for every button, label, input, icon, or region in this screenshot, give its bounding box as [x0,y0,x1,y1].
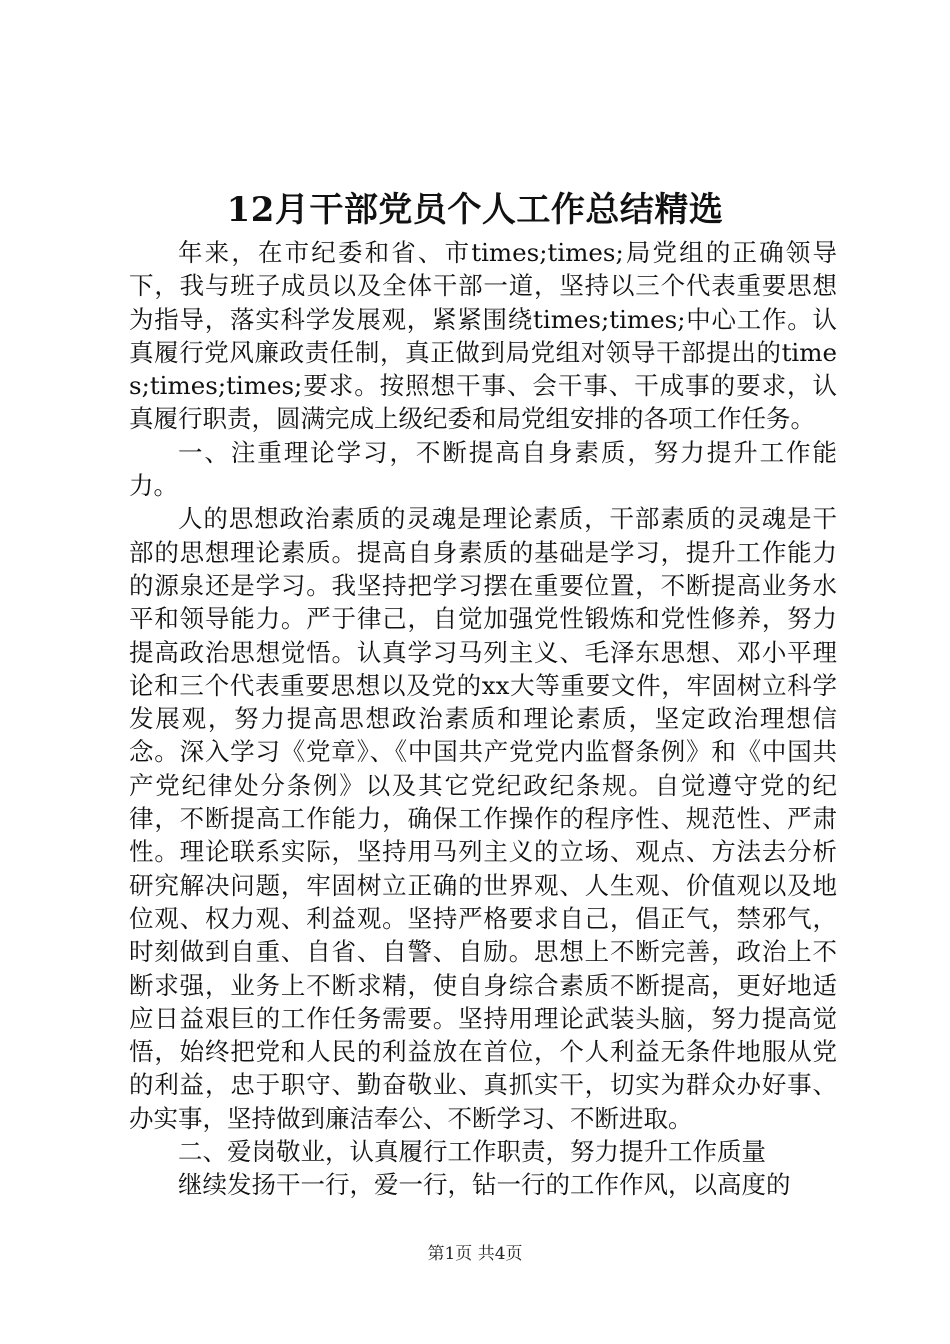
page-footer: 第1页 共4页 [427,1244,523,1264]
paragraph-theory-study: 人的思想政治素质的灵魂是理论素质，干部素质的灵魂是干部的思想理论素质。提高自身素质的基础是学习，提升工作能力的源泉还是学习。我坚持把学习摆在重要位置，不断提高业务水平和领导能力。严于律己，自觉加强党性锻炼和党性修养，努力提高政治思想觉悟。认真学习马列主义、毛泽东思想、邓小平理论和三个代表重要思想以及党的xx大等重要文件，牢固树立科学发展观，努力提高思想政治素质和理论素质，坚定政治理想信念。深入学习《党章》、《中国共产党党内监督条例》和《中国共产党纪律处分条例》以及其它党纪政纪条规。自觉遵守党的纪律，不断提高工作能力，确保工作操作的程序性、规范性、严肃性。理论联系实际，坚持用马列主义的立场、观点、方法去分析研究解决问题，牢固树立正确的世界观、人生观、价值观以及地位观、权力观、利益观。坚持严格要求自己，倡正气，禁邪气，时刻做到自重、自省、自警、自励。思想上不断完善，政治上不断求强，业务上不断求精，使自身综合素质不断提高，更好地适应日益艰巨的工作任务需要。坚持用理论武装头脑，努力提高觉悟，始终把党和人民的利益放在首位，个人利益无条件地服从党的利益，忠于职守、勤奋敬业、真抓实干，切实为群众办好事、办实事，坚持做到廉洁奉公、不断学习、不断进取。 [129,504,837,1133]
document-body [129,236,837,1202]
section-heading-2: 二、爱岗敬业，认真履行工作职责，努力提升工作质量 [178,1137,766,1167]
paragraph-dedication: 继续发扬干一行，爱一行，钻一行的工作作风，以高度的 [178,1170,791,1200]
document-title: 12月干部党员个人工作总结精选 [226,190,724,230]
paragraph-intro: 年来，在市纪委和省、市times;times;局党组的正确领导下，我与班子成员以及全体干部一道，坚持以三个代表重要思想为指导，落实科学发展观，紧紧围绕times;times;中心工作。认真履行党风廉政责任制，真正做到局党组对领导干部提出的times;times;times;要求。按照想干事、会干事、干成事的要求，认真履行职责，圆满完成上级纪委和局党组安排的各项工作任务。 [129,238,837,434]
section-heading-1: 一、注重理论学习，不断提高自身素质，努力提升工作能力。 [129,437,837,501]
